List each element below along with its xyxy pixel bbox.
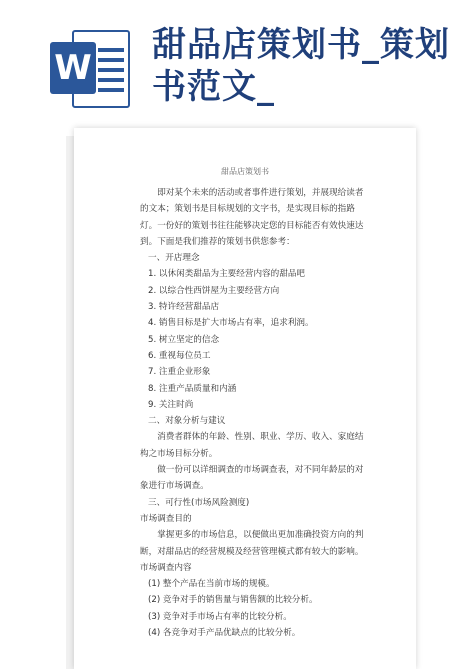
header-banner [0,0,474,120]
concept-list-item: 8. 注重产品质量和内涵 [148,383,237,394]
concept-list-item: 9. 关注时尚 [148,399,194,410]
document-title: 甜品店策划书_策划书范文_ [152,25,450,107]
page-heading: 甜品店策划书 [221,167,269,176]
concept-list-item: 3. 特许经营甜品店 [148,302,220,313]
concept-list-item: 1. 以休闲类甜品为主要经营内容的甜品吧 [148,269,306,280]
survey-content-list [140,576,368,641]
survey-list-item: (4) 各竞争对手产品优缺点的比较分析。 [148,628,301,639]
section-heading-feasibility: 三、可行性(市场风险测度) [148,497,250,508]
concept-list-item: 2. 以综合性西饼屋为主要经营方向 [148,285,280,296]
page-body [140,185,368,641]
concept-list-item: 6. 重视每位员工 [148,350,211,361]
document-page [74,128,416,669]
concept-list-item: 7. 注重企业形象 [148,367,211,378]
analysis-paragraph: 消费者群体的年龄、性别、职业、学历、收入、家庭结构之市场目标分析。 [140,432,364,459]
section-heading-concept: 一、开店理念 [148,253,200,264]
subsection-survey-content: 市场调查内容 [140,562,192,573]
word-letter-badge: W [50,42,96,94]
survey-paragraph: 做一份可以详细调查的市场调查表，对不同年龄层的对象进行市场调查。 [140,465,364,492]
section-heading-analysis: 二、对象分析与建议 [148,416,226,427]
survey-list-item: (3) 竞争对手市场占有率的比较分析。 [148,611,292,622]
intro-paragraph: 即对某个未来的活动或者事件进行策划，并展现给读者的文本；策划书是目标规划的文字书，是实现目标的指路灯。一份好的策划书往往能够决定您的目标能否有效快速达到。下面是我们推荐的策划书供您参考： [140,188,364,247]
concept-list-item: 4. 销售目标是扩大市场占有率，追求利润。 [148,318,314,329]
purpose-paragraph: 掌握更多的市场信息，以便做出更加准确投资方向的判断，对甜品店的经营规模及经营管理模式都有较大的影响。 [140,530,364,557]
concept-list-item: 5. 树立坚定的信念 [148,334,220,345]
word-document-icon [50,26,136,112]
survey-list-item: (2) 竞争对手的销售量与销售额的比较分析。 [148,595,318,606]
survey-list-item: (1) 整个产品在当前市场的规模。 [148,579,275,590]
subsection-survey-purpose: 市场调查目的 [140,513,192,524]
concept-list [140,266,368,413]
